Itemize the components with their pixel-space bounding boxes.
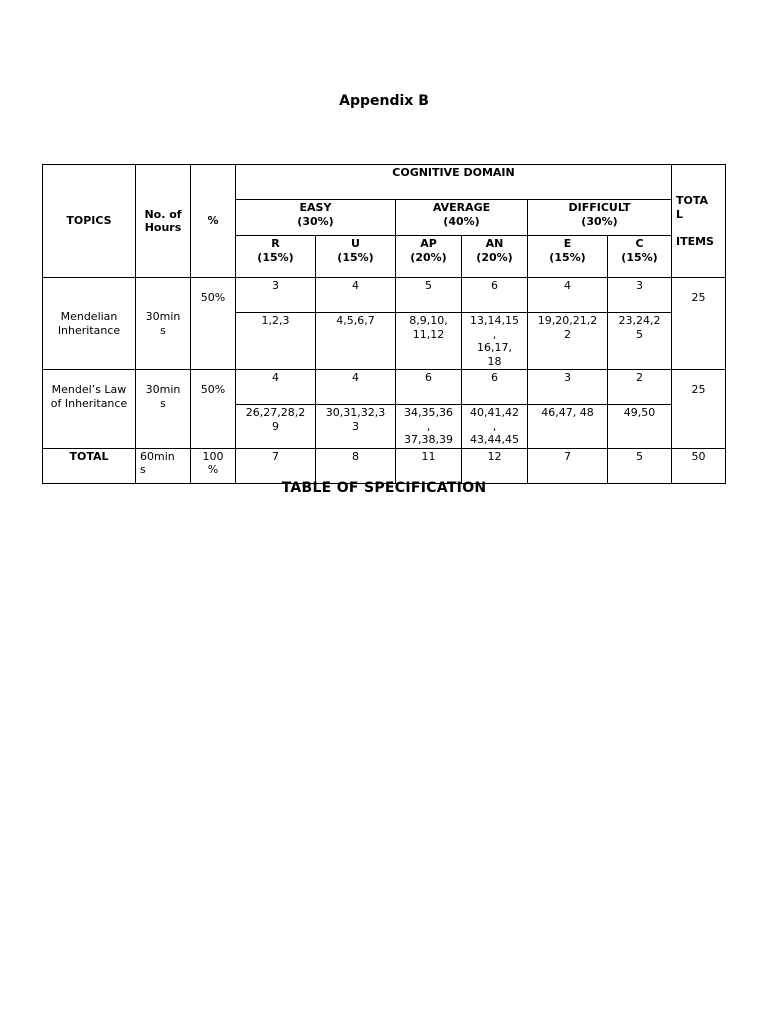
count-cell-an: 6 — [462, 370, 528, 405]
total-count-an: 12 — [462, 448, 528, 483]
items-cell-c: 49,50 — [608, 405, 672, 449]
items-cell-e: 19,20,21,2 2 — [528, 313, 608, 370]
count-cell-e: 3 — [528, 370, 608, 405]
header-hours: No. of Hours — [136, 165, 191, 278]
header-ap: AP (20%) — [396, 236, 462, 278]
table-row — [43, 278, 726, 313]
header-row-1 — [43, 165, 726, 200]
items-cell-an: 13,14,15 , 16,17, 18 — [462, 313, 528, 370]
items-cell-u: 4,5,6,7 — [316, 313, 396, 370]
topic-cell: Mendelian Inheritance — [43, 278, 136, 370]
items-cell-u: 30,31,32,3 3 — [316, 405, 396, 449]
count-cell-c: 3 — [608, 278, 672, 313]
total-count-e: 7 — [528, 448, 608, 483]
count-cell-ap: 5 — [396, 278, 462, 313]
items-cell-e: 46,47, 48 — [528, 405, 608, 449]
header-total-items: TOTA L ITEMS — [672, 165, 726, 278]
total-count-ap: 11 — [396, 448, 462, 483]
hours-cell: 30min s — [136, 278, 191, 370]
items-cell-ap: 8,9,10, 11,12 — [396, 313, 462, 370]
total-percent: 100 % — [191, 448, 236, 483]
total-count-c: 5 — [608, 448, 672, 483]
total-items-cell: 25 — [672, 278, 726, 370]
items-cell-r: 1,2,3 — [236, 313, 316, 370]
header-average: AVERAGE (40%) — [396, 200, 528, 236]
count-cell-u: 4 — [316, 370, 396, 405]
count-cell-an: 6 — [462, 278, 528, 313]
header-percent: % — [191, 165, 236, 278]
count-cell-r: 3 — [236, 278, 316, 313]
total-label: TOTAL — [43, 448, 136, 483]
header-easy: EASY (30%) — [236, 200, 396, 236]
header-cognitive-domain: COGNITIVE DOMAIN — [236, 165, 672, 200]
table-row — [43, 370, 726, 405]
count-cell-e: 4 — [528, 278, 608, 313]
percent-cell: 50% — [191, 370, 236, 449]
items-cell-ap: 34,35,36 , 37,38,39 — [396, 405, 462, 449]
total-items-cell: 25 — [672, 370, 726, 449]
header-topics: TOPICS — [43, 165, 136, 278]
percent-cell: 50% — [191, 278, 236, 370]
total-count-r: 7 — [236, 448, 316, 483]
page-heading: Appendix B — [339, 93, 429, 109]
header-c: C (15%) — [608, 236, 672, 278]
header-e: E (15%) — [528, 236, 608, 278]
count-cell-u: 4 — [316, 278, 396, 313]
header-r: R (15%) — [236, 236, 316, 278]
count-cell-r: 4 — [236, 370, 316, 405]
count-cell-ap: 6 — [396, 370, 462, 405]
count-cell-c: 2 — [608, 370, 672, 405]
items-cell-r: 26,27,28,2 9 — [236, 405, 316, 449]
specification-table — [42, 164, 726, 484]
total-row — [43, 448, 726, 483]
grand-total: 50 — [672, 448, 726, 483]
header-difficult: DIFFICULT (30%) — [528, 200, 672, 236]
hours-cell: 30min s — [136, 370, 191, 449]
header-u: U (15%) — [316, 236, 396, 278]
items-cell-an: 40,41,42 , 43,44,45 — [462, 405, 528, 449]
topic-cell: Mendel’s Law of Inheritance — [43, 370, 136, 449]
total-hours: 60min s — [136, 448, 191, 483]
items-cell-c: 23,24,2 5 — [608, 313, 672, 370]
header-an: AN (20%) — [462, 236, 528, 278]
table-caption: TABLE OF SPECIFICATION — [281, 480, 487, 496]
total-count-u: 8 — [316, 448, 396, 483]
